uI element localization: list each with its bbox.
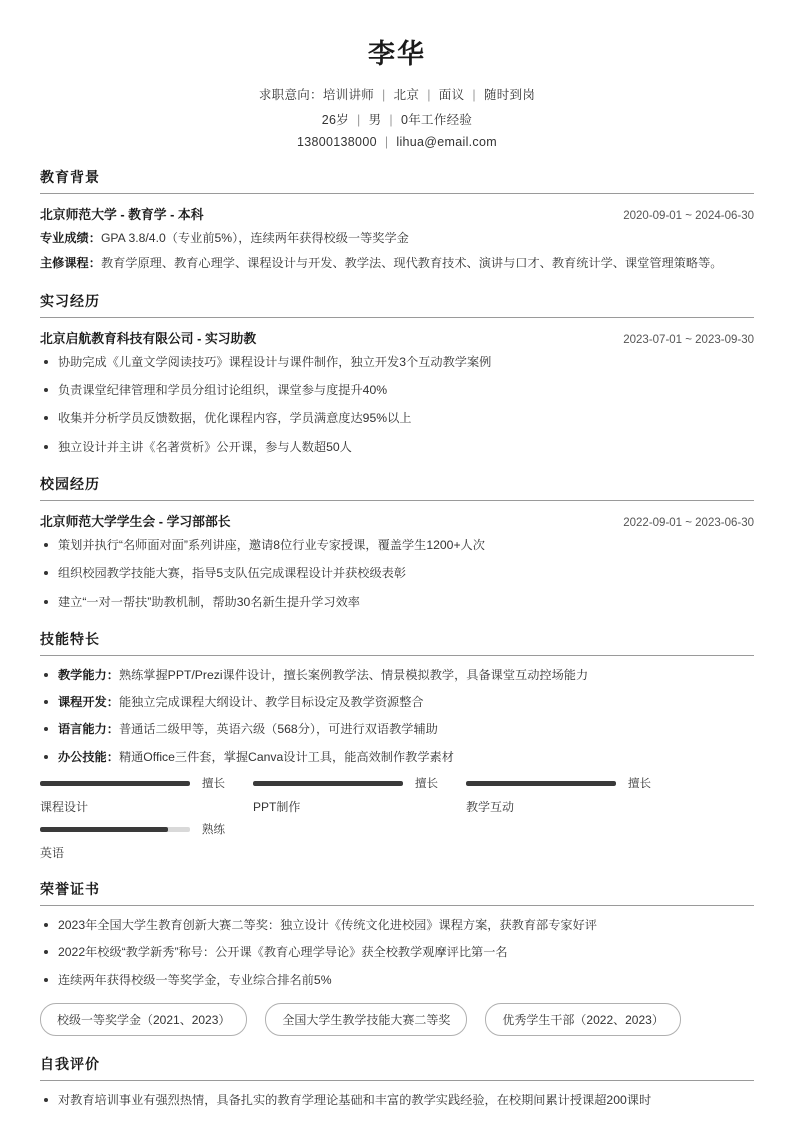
- skill-label: 办公技能：: [58, 749, 119, 764]
- section-divider: [40, 193, 754, 194]
- skill-bar-item: [40, 821, 253, 861]
- resume-header: [40, 32, 754, 149]
- contact-line-contact: [40, 135, 754, 149]
- skill-bar-fill: [40, 827, 168, 832]
- campus-organization: 北京师范大学学生会: [40, 514, 156, 529]
- personal-age: 26岁: [321, 113, 350, 127]
- skill-bar-level: 擅长: [202, 778, 225, 791]
- divider: |: [389, 113, 393, 127]
- divider: |: [472, 88, 476, 102]
- skill-bars-row-2: [40, 821, 754, 861]
- divider: |: [427, 88, 431, 102]
- skill-bar-fill: [40, 781, 190, 786]
- phone-number: 13800138000: [297, 135, 377, 149]
- education-courses: [40, 254, 754, 273]
- skill-bar-top: [253, 775, 466, 791]
- education-grade: [40, 229, 754, 248]
- dash: -: [120, 207, 129, 222]
- skill-label: 语言能力：: [58, 722, 119, 737]
- contact-line-personal: [40, 110, 754, 128]
- education-major: 教育学 - 本科: [128, 207, 204, 222]
- objective-text: 求职意向：培训讲师: [258, 88, 375, 102]
- skill-bar-label: PPT制作: [253, 800, 301, 815]
- skill-bar-item: [253, 775, 466, 815]
- internship-title: [40, 328, 256, 347]
- section-title-self-evaluation: 自我评价: [40, 1055, 100, 1072]
- dash: -: [197, 330, 205, 346]
- skill-bar-level: 熟练: [202, 824, 225, 837]
- status-badge: 优秀学生干部（2022、2023）: [485, 1003, 680, 1036]
- skill-bar-label: 英语: [40, 846, 65, 861]
- skill-bar-top: [40, 775, 253, 791]
- list-item: 协助完成《儿童文学阅读技巧》课程设计与课件制作，独立开发3个互动教学案例: [40, 353, 754, 371]
- skill-bar-level: 擅长: [628, 778, 651, 791]
- skill-bar-item: [466, 775, 679, 815]
- skill-bar-track: [466, 781, 616, 786]
- list-item: 建立“一对一帮扶”助教机制，帮助30名新生提升学习效率: [40, 593, 754, 611]
- campus-date: 2022-09-01 ~ 2023-06-30: [623, 517, 754, 529]
- dash: -: [158, 514, 167, 529]
- entry-head: [40, 511, 754, 530]
- skill-bar-track: [40, 781, 190, 786]
- section-campus: [40, 474, 754, 611]
- section-divider: [40, 317, 754, 318]
- list-item: 负责课堂纪律管理和学员分组讨论组织，课堂参与度提升40%: [40, 381, 754, 399]
- section-divider: [40, 1080, 754, 1081]
- entry-head: [40, 328, 754, 347]
- skill-value: 熟练掌握PPT/Prezi课件设计，擅长案例教学法、情景模拟教学，具备课堂互动控场能力: [118, 667, 589, 682]
- skill-bar-top: [466, 775, 679, 791]
- section-title-honors: 荣誉证书: [40, 881, 100, 898]
- education-title: [40, 204, 204, 223]
- skill-bar-track: [253, 781, 403, 786]
- contact-line-objective: [40, 85, 754, 103]
- internship-date: 2023-07-01 ~ 2023-09-30: [623, 333, 754, 346]
- section-skills: [40, 629, 754, 861]
- skill-label: 课程开发：: [58, 695, 119, 710]
- list-item: [40, 720, 754, 738]
- list-item: [40, 748, 754, 766]
- skill-bar-top: [40, 821, 253, 837]
- skill-bar-track: [40, 827, 190, 832]
- section-honors: [40, 879, 754, 1036]
- divider: |: [382, 88, 386, 102]
- section-divider: [40, 905, 754, 906]
- campus-role: 学习部部长: [166, 514, 231, 529]
- section-education: [40, 167, 754, 273]
- objective-salary: 面议: [438, 88, 465, 102]
- divider: |: [384, 135, 389, 149]
- entry-head: [40, 204, 754, 223]
- section-title-campus: 校园经历: [40, 476, 100, 492]
- campus-entry: [40, 511, 754, 611]
- list-item: [40, 693, 754, 711]
- skill-bar-level: 擅长: [415, 778, 438, 791]
- skill-value: 能独立完成课程大纲设计、教学目标设定及教学资源整合: [118, 695, 424, 710]
- status-badge: 校级一等奖学金（2021、2023）: [40, 1003, 247, 1036]
- status-badge: 全国大学生教学技能大赛二等奖: [265, 1003, 467, 1036]
- section-divider: [40, 655, 754, 656]
- skill-bars-row-1: [40, 775, 754, 815]
- education-courses-label: 主修课程：: [40, 255, 101, 270]
- list-item: 2023年全国大学生教育创新大赛二等奖：独立设计《传统文化进校园》课程方案，获教育部专家好评: [40, 916, 754, 934]
- education-date: 2020-09-01 ~ 2024-06-30: [623, 210, 754, 222]
- campus-bullets: [40, 536, 754, 611]
- skill-value: 普通话二级甲等，英语六级（568分），可进行双语教学辅助: [118, 722, 438, 737]
- honors-bullets: [40, 916, 754, 989]
- skill-bar-fill: [253, 781, 403, 786]
- section-title-skills: 技能特长: [40, 630, 100, 647]
- list-item: 对教育培训事业有强烈热情，具备扎实的教育学理论基础和丰富的教学实践经验，在校期间累计授课超200课时: [40, 1091, 754, 1109]
- section-internship: [40, 291, 754, 456]
- objective-city: 北京: [393, 88, 420, 102]
- internship-bullets: [40, 353, 754, 456]
- section-divider: [40, 500, 754, 501]
- education-entry: [40, 204, 754, 273]
- personal-experience: 0年工作经验: [400, 113, 473, 127]
- skill-value: 精通Office三件套，掌握Canva设计工具，能高效制作教学素材: [118, 749, 454, 764]
- section-self-evaluation: [40, 1054, 754, 1109]
- list-item: [40, 666, 754, 684]
- internship-role: 实习助教: [204, 330, 257, 346]
- section-title-internship: 实习经历: [40, 292, 100, 309]
- skill-bar-label: 课程设计: [40, 800, 89, 815]
- education-grade-label: 专业成绩：: [40, 231, 101, 245]
- section-title-education: 教育背景: [40, 169, 100, 185]
- page-title: 李华: [368, 39, 426, 69]
- skill-bar-item: [40, 775, 253, 815]
- education-school: 北京师范大学: [40, 207, 117, 222]
- list-item: 2022年校级“教学新秀”称号：公开课《教育心理学导论》获全校教学观摩评比第一名: [40, 943, 754, 961]
- skill-bar-fill: [466, 781, 616, 786]
- honor-tags: [40, 1003, 754, 1036]
- divider: |: [357, 113, 361, 127]
- internship-company: 北京启航教育科技有限公司: [40, 330, 194, 346]
- list-item: 连续两年获得校级一等奖学金，专业综合排名前5%: [40, 971, 754, 989]
- self-evaluation-bullets: [40, 1091, 754, 1109]
- education-courses-value: 教育学原理、教育心理学、课程设计与开发、教学法、现代教育技术、演讲与口才、教育统计学、课堂管理策略等。: [100, 255, 723, 270]
- personal-gender: 男: [368, 113, 382, 127]
- skills-bullets: [40, 666, 754, 766]
- list-item: 策划并执行“名师面对面”系列讲座，邀请8位行业专家授课，覆盖学生1200+人次: [40, 536, 754, 554]
- education-grade-value: GPA 3.8/4.0（专业前5%），连续两年获得校级一等奖学金: [100, 231, 409, 245]
- email-address: lihua@email.com: [396, 135, 497, 149]
- list-item: 独立设计并主讲《名著赏析》公开课，参与人数超50人: [40, 438, 754, 456]
- skill-label: 教学能力：: [58, 667, 119, 682]
- skill-bar-label: 教学互动: [466, 800, 515, 815]
- list-item: 收集并分析学员反馈数据，优化课程内容，学员满意度达95%以上: [40, 409, 754, 427]
- list-item: 组织校园教学技能大赛，指导5支队伍完成课程设计并获校级表彰: [40, 564, 754, 582]
- internship-entry: [40, 328, 754, 456]
- campus-org: [40, 511, 231, 530]
- objective-availability: 随时到岗: [483, 88, 536, 102]
